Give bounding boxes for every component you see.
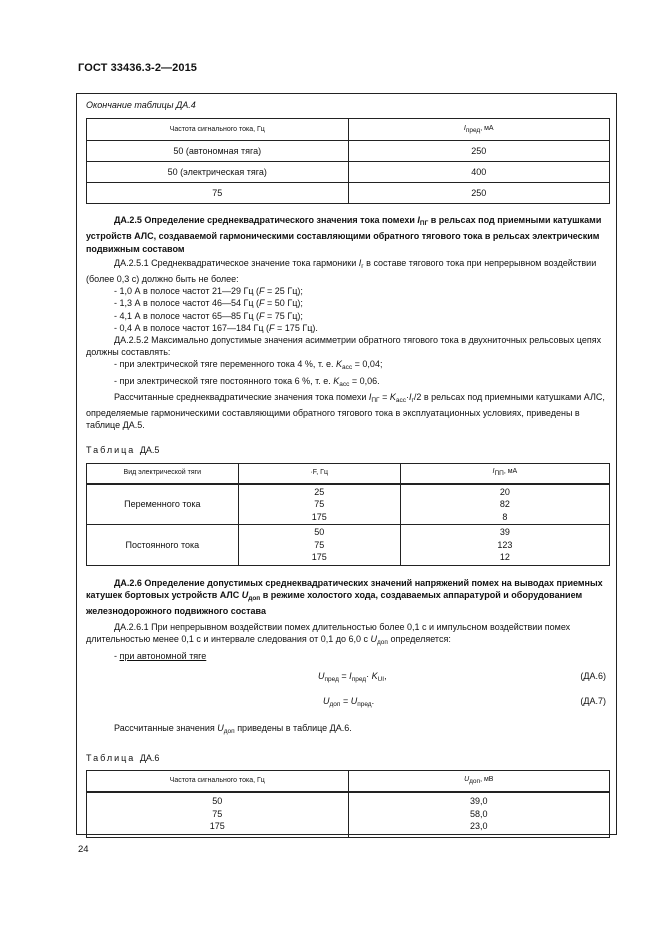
table-a4-col1-header: Частота сигнального тока, Гц: [87, 119, 349, 141]
table-a6-freqs: 50 75 175: [87, 792, 349, 837]
list-item: - при электрической тяге переменного тока 4 %, т. е. $K_{асс} = 0,04$;: [114, 359, 383, 372]
list-item: - 1,3 А в полосе частот 46—54 Гц (F = 50 Гц);: [114, 298, 303, 309]
table-a4-freq: 50 (электрическая тяга): [87, 162, 349, 183]
section-da26-title: ДА.2.6 Определение допустимых среднеквадратических значений напряжений помех на выводах приемных катушек бортовых устройств АЛС $U_{доп}$ в режиме холостого хода, создаваемых аппаратурой и оборудованием железнодорожного подвижного состава: [86, 577, 603, 617]
table-a5-caption: Таблица ДА.5: [86, 445, 160, 456]
formula-number: (ДА.6): [580, 670, 606, 681]
table-row: [87, 792, 610, 837]
formula-da6: $U_{пред} = I_{пред}\cdot K_{UI}$, (ДА.6): [318, 670, 606, 683]
paragraph-da251: ДА.2.5.1 Среднеквадратическое значение тока гармоники $I_г$ в составе тягового тока при непрерывном воздействии (более 0,3 с) должно быть не более:: [86, 257, 597, 285]
paragraph-da25-result: Рассчитанные среднеквадратические значения тока помехи $I_{ПГ} = K_{асс}\cdot I_г/2$ в рельсах под приемными катушками АЛС, определяемые гармоническими составляющими обратного тягового тока в эксплуатационных условиях, приведены в таблице ДА.5.: [86, 391, 605, 431]
table-a4: [86, 118, 610, 204]
table-row: [87, 183, 610, 204]
table-a5-col3-header: $I_{ПП}$, мА: [400, 463, 609, 484]
table-a5-freqs: 25 75 175: [238, 484, 400, 525]
list-item: - при автономной тяге: [114, 650, 207, 661]
table-a4-value: 250: [348, 183, 610, 204]
table-a5-values: 39 123 12: [400, 525, 609, 566]
section-da25-title: ДА.2.5 Определение среднеквадратического значения тока помехи $I_{ПГ}$ в рельсах под приемными катушками устройств АЛС, создаваемой гармоническими составляющими обратного тягового тока в рельсах электрическим подвижным составом: [86, 215, 602, 254]
table-a5-traction-type: Постоянного тока: [87, 525, 239, 566]
paragraph-da261: ДА.2.6.1 При непрерывном воздействии помех длительностью более 0,1 с и импульсном воздействии помех длительностью менее 0,1 с и интервале следования от 0,1 до 6,0 с $U_{доп}$ определяется:: [86, 622, 571, 647]
page-number: 24: [78, 844, 89, 855]
standard-header: ГОСТ 33436.3-2—2015: [78, 62, 198, 74]
table-a5-col1-header: Вид электрической тяги: [87, 463, 239, 484]
paragraph-da252: ДА.2.5.2 Максимально допустимые значения асимметрии обратного тягового тока в двухниточных рельсовых цепях должны составлять:: [86, 335, 602, 358]
table-a6-col2-header: $U_{доп}$, мВ: [348, 771, 610, 793]
list-item: - 1,0 А в полосе частот 21—29 Гц (F = 25 Гц);: [114, 286, 303, 297]
page-content: [86, 99, 610, 838]
table-a6-caption: Таблица ДА.6: [86, 753, 160, 764]
table-a4-value: 400: [348, 162, 610, 183]
table-row: [87, 525, 610, 566]
table-row: [87, 484, 610, 525]
table-a4-col2-header: $I_{пред}$, мА: [348, 119, 610, 141]
table-row: [87, 141, 610, 162]
table-a6-col1-header: Частота сигнального тока, Гц: [87, 771, 349, 793]
table-row: [87, 162, 610, 183]
table-a5-freqs: 50 75 175: [238, 525, 400, 566]
list-item: - 4,1 А в полосе частот 65—85 Гц (F = 75 Гц);: [114, 310, 303, 321]
table-a4-freq: 50 (автономная тяга): [87, 141, 349, 162]
list-item: - при электрической тяге постоянного тока 6 %, т. е. $K_{асс} = 0,06$.: [114, 375, 380, 388]
table-a6: [86, 770, 610, 838]
table-a4-caption: Окончание таблицы ДА.4: [86, 100, 196, 110]
table-a5-col2-header: ·F, Гц: [238, 463, 400, 484]
formula-number: (ДА.7): [580, 695, 606, 706]
formula-da7: $U_{доп} = U_{пред}$. (ДА.7): [323, 695, 606, 708]
table-a6-values: 39,0 58,0 23,0: [348, 792, 610, 837]
paragraph-da26-result: Рассчитанные значения $U_{доп}$ приведены в таблице ДА.6.: [114, 722, 352, 735]
table-a5-values: 20 82 8: [400, 484, 609, 525]
table-a5: [86, 463, 610, 566]
table-a5-traction-type: Переменного тока: [87, 484, 239, 525]
table-a4-value: 250: [348, 141, 610, 162]
table-a4-freq: 75: [87, 183, 349, 204]
list-item: - 0,4 А в полосе частот 167—184 Гц (F = 175 Гц).: [114, 322, 318, 333]
